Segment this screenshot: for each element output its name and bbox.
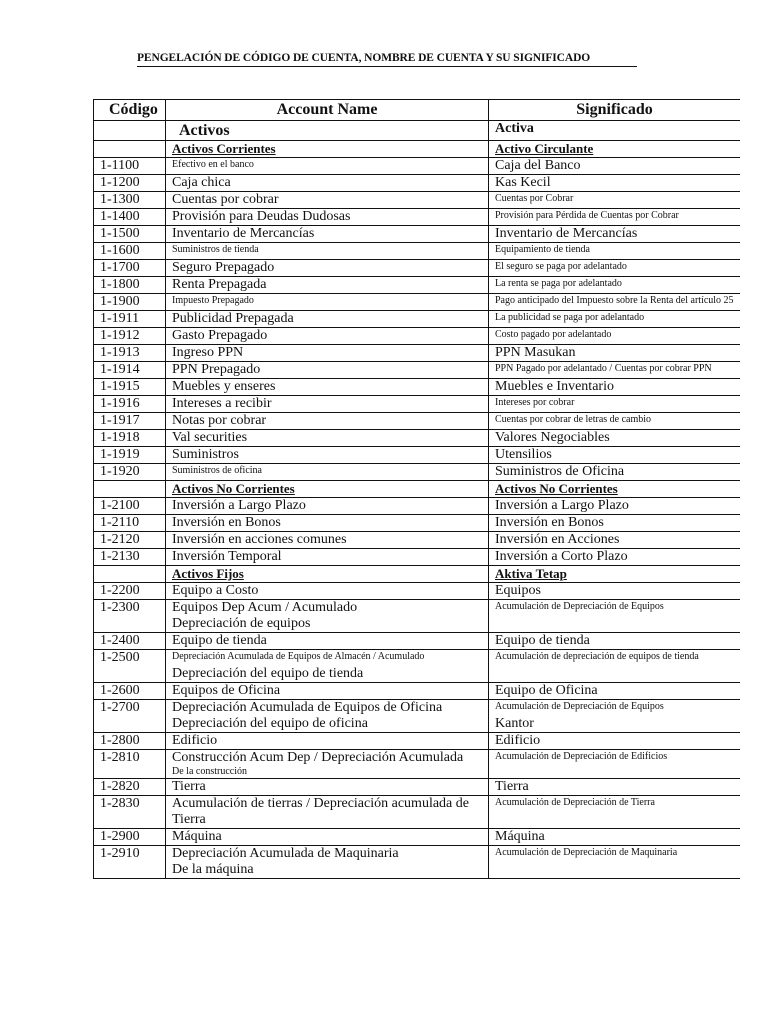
- cell-code: 1-1913: [94, 345, 166, 362]
- account-name-line2: Tierra: [172, 812, 206, 827]
- table-row: [94, 583, 741, 600]
- cell-code: 1-1200: [94, 175, 166, 192]
- cell-meaning: Pago anticipado del Impuesto sobre la Renta del artículo 25: [489, 294, 741, 311]
- cell-account-name: Renta Prepagada: [166, 277, 489, 294]
- cell-meaning: Acumulación de Depreciación de Equipos: [489, 600, 741, 633]
- cell-account-name: Activos No Corrientes: [166, 481, 489, 498]
- cell-meaning: Valores Negociables: [489, 430, 741, 447]
- table-row: [94, 158, 741, 175]
- cell-account-name: Notas por cobrar: [166, 413, 489, 430]
- cell-account-name: [166, 600, 489, 633]
- cell-account-name: Provisión para Deudas Dudosas: [166, 209, 489, 226]
- column-header-meaning: Significado: [489, 100, 741, 121]
- cell-meaning: Edificio: [489, 733, 741, 750]
- cell-code: 1-1915: [94, 379, 166, 396]
- table-row: [94, 277, 741, 294]
- table-row: [94, 141, 741, 158]
- cell-account-name: Publicidad Prepagada: [166, 311, 489, 328]
- cell-account-name: [166, 700, 489, 733]
- cell-meaning: Provisión para Pérdida de Cuentas por Cobrar: [489, 209, 741, 226]
- table-row: [94, 498, 741, 515]
- cell-account-name: Intereses a recibir: [166, 396, 489, 413]
- cell-meaning: La publicidad se paga por adelantado: [489, 311, 741, 328]
- cell-code: 1-2500: [94, 650, 166, 683]
- cell-account-name: Suministros de oficina: [166, 464, 489, 481]
- cell-code: 1-1800: [94, 277, 166, 294]
- cell-meaning: PPN Masukan: [489, 345, 741, 362]
- table-row: [94, 829, 741, 846]
- cell-account-name: [166, 750, 489, 779]
- table-row: [94, 600, 741, 633]
- cell-code: 1-1400: [94, 209, 166, 226]
- table-row: [94, 209, 741, 226]
- cell-meaning: Intereses por cobrar: [489, 396, 741, 413]
- cell-meaning: Cuentas por cobrar de letras de cambio: [489, 413, 741, 430]
- cell-account-name: Muebles y enseres: [166, 379, 489, 396]
- column-header-account-name: Account Name: [166, 100, 489, 121]
- table-row: [94, 549, 741, 566]
- table-row: [94, 175, 741, 192]
- meaning-line1: Acumulación de Depreciación de Equipos: [495, 701, 664, 712]
- table-row: [94, 779, 741, 796]
- account-name-line1: Equipos Dep Acum / Acumulado: [172, 600, 358, 615]
- account-name-line2: De la máquina: [172, 862, 254, 877]
- cell-meaning: PPN Pagado por adelantado / Cuentas por cobrar PPN: [489, 362, 741, 379]
- cell-account-name: Suministros: [166, 447, 489, 464]
- cell-code: 1-1917: [94, 413, 166, 430]
- cell-code: [94, 141, 166, 158]
- cell-meaning: Equipamiento de tienda: [489, 243, 741, 260]
- cell-meaning: Inversión a Corto Plazo: [489, 549, 741, 566]
- cell-code: 1-2400: [94, 633, 166, 650]
- cell-account-name: Activos Fijos: [166, 566, 489, 583]
- table-row: [94, 796, 741, 829]
- table-row: [94, 700, 741, 733]
- account-name-line1: Depreciación Acumulada de Equipos de Oficina: [172, 700, 443, 715]
- cell-meaning: Equipo de Oficina: [489, 683, 741, 700]
- cell-account-name: Máquina: [166, 829, 489, 846]
- table-row: [94, 396, 741, 413]
- table-row: [94, 379, 741, 396]
- cell-account-name: [166, 650, 489, 683]
- cell-code: 1-2820: [94, 779, 166, 796]
- cell-code: 1-1100: [94, 158, 166, 175]
- cell-meaning: Acumulación de Depreciación de Tierra: [489, 796, 741, 829]
- cell-meaning: Acumulación de Depreciación de Edificios: [489, 750, 741, 779]
- table-row: [94, 260, 741, 277]
- table-row: [94, 566, 741, 583]
- cell-meaning: Inversión en Bonos: [489, 515, 741, 532]
- table-row: [94, 515, 741, 532]
- table-row: [94, 413, 741, 430]
- cell-code: 1-1500: [94, 226, 166, 243]
- cell-code: 1-1919: [94, 447, 166, 464]
- table-row: [94, 464, 741, 481]
- table-row: [94, 430, 741, 447]
- table-row: [94, 226, 741, 243]
- table-body: [94, 121, 741, 879]
- cell-meaning: Inversión a Largo Plazo: [489, 498, 741, 515]
- cell-account-name: Ingreso PPN: [166, 345, 489, 362]
- cell-meaning: Activo Circulante: [489, 141, 741, 158]
- cell-code: 1-1920: [94, 464, 166, 481]
- cell-code: 1-2800: [94, 733, 166, 750]
- account-name-line1: Depreciación Acumulada de Maquinaria: [172, 846, 399, 861]
- cell-account-name: PPN Prepagado: [166, 362, 489, 379]
- cell-meaning: Equipo de tienda: [489, 633, 741, 650]
- table-row: [94, 532, 741, 549]
- cell-account-name: Activos: [166, 121, 489, 141]
- meaning-line2: Kantor: [495, 716, 534, 731]
- account-name-line1: Construcción Acum Dep / Depreciación Acumulada: [172, 750, 464, 765]
- cell-meaning: Activos No Corrientes: [489, 481, 741, 498]
- cell-meaning: Tierra: [489, 779, 741, 796]
- cell-code: 1-2120: [94, 532, 166, 549]
- cell-code: 1-2200: [94, 583, 166, 600]
- table-row: [94, 683, 741, 700]
- cell-code: 1-1911: [94, 311, 166, 328]
- cell-code: 1-1300: [94, 192, 166, 209]
- table-row: [94, 633, 741, 650]
- cell-code: 1-1914: [94, 362, 166, 379]
- cell-meaning: Acumulación de Depreciación de Maquinaria: [489, 846, 741, 879]
- cell-code: 1-2810: [94, 750, 166, 779]
- cell-meaning: Inventario de Mercancías: [489, 226, 741, 243]
- cell-account-name: Gasto Prepagado: [166, 328, 489, 345]
- cell-meaning: Caja del Banco: [489, 158, 741, 175]
- table-row: [94, 650, 741, 683]
- cell-account-name: [166, 846, 489, 879]
- cell-meaning: Costo pagado por adelantado: [489, 328, 741, 345]
- cell-account-name: Activos Corrientes: [166, 141, 489, 158]
- cell-code: 1-2100: [94, 498, 166, 515]
- table-row: [94, 481, 741, 498]
- cell-account-name: Edificio: [166, 733, 489, 750]
- table-row: [94, 733, 741, 750]
- cell-meaning: Kas Kecil: [489, 175, 741, 192]
- table-row: [94, 345, 741, 362]
- cell-code: 1-1918: [94, 430, 166, 447]
- table-row: [94, 447, 741, 464]
- cell-code: 1-2300: [94, 600, 166, 633]
- table-row: [94, 192, 741, 209]
- cell-account-name: Inventario de Mercancías: [166, 226, 489, 243]
- column-header-code: Código: [94, 100, 166, 121]
- cell-code: 1-2700: [94, 700, 166, 733]
- page-title: PENGELACIÓN DE CÓDIGO DE CUENTA, NOMBRE DE CUENTA Y SU SIGNIFICADO: [137, 52, 637, 67]
- cell-code: 1-2900: [94, 829, 166, 846]
- table-row: [94, 362, 741, 379]
- account-name-line1: Acumulación de tierras / Depreciación acumulada de: [172, 796, 469, 811]
- cell-meaning: Muebles e Inventario: [489, 379, 741, 396]
- cell-code: 1-2110: [94, 515, 166, 532]
- cell-account-name: Inversión en Bonos: [166, 515, 489, 532]
- table-header-row: [94, 100, 741, 121]
- cell-code: 1-1700: [94, 260, 166, 277]
- table-row: [94, 311, 741, 328]
- cell-code: 1-1912: [94, 328, 166, 345]
- cell-code: [94, 481, 166, 498]
- cell-code: [94, 566, 166, 583]
- account-name-line2: Depreciación de equipos: [172, 616, 311, 631]
- cell-account-name: Equipos de Oficina: [166, 683, 489, 700]
- cell-account-name: Efectivo en el banco: [166, 158, 489, 175]
- cell-meaning: Máquina: [489, 829, 741, 846]
- cell-meaning: La renta se paga por adelantado: [489, 277, 741, 294]
- cell-account-name: [166, 796, 489, 829]
- cell-meaning: Cuentas por Cobrar: [489, 192, 741, 209]
- cell-account-name: Caja chica: [166, 175, 489, 192]
- cell-account-name: Inversión a Largo Plazo: [166, 498, 489, 515]
- cell-code: 1-2910: [94, 846, 166, 879]
- cell-meaning: Inversión en Acciones: [489, 532, 741, 549]
- account-name-line2: Depreciación del equipo de tienda: [172, 666, 364, 681]
- table-row: [94, 846, 741, 879]
- cell-account-name: Inversión en acciones comunes: [166, 532, 489, 549]
- table-row: [94, 243, 741, 260]
- cell-meaning: Aktiva Tetap: [489, 566, 741, 583]
- table-row: [94, 750, 741, 779]
- table-row: [94, 328, 741, 345]
- table-row: [94, 294, 741, 311]
- cell-account-name: Val securities: [166, 430, 489, 447]
- cell-meaning: [489, 700, 741, 733]
- account-name-line2: De la construcción: [172, 766, 247, 777]
- cell-account-name: Suministros de tienda: [166, 243, 489, 260]
- cell-account-name: Inversión Temporal: [166, 549, 489, 566]
- cell-meaning: Utensilios: [489, 447, 741, 464]
- cell-code: 1-1900: [94, 294, 166, 311]
- account-table: [93, 99, 740, 879]
- cell-meaning: El seguro se paga por adelantado: [489, 260, 741, 277]
- cell-meaning: Equipos: [489, 583, 741, 600]
- cell-meaning: Acumulación de depreciación de equipos de tienda: [489, 650, 741, 683]
- cell-account-name: Impuesto Prepagado: [166, 294, 489, 311]
- cell-meaning: Activa: [489, 121, 741, 141]
- cell-code: [94, 121, 166, 141]
- cell-account-name: Equipo de tienda: [166, 633, 489, 650]
- cell-code: 1-2600: [94, 683, 166, 700]
- cell-code: 1-2130: [94, 549, 166, 566]
- cell-account-name: Equipo a Costo: [166, 583, 489, 600]
- account-name-line2: Depreciación del equipo de oficina: [172, 716, 368, 731]
- cell-meaning: Suministros de Oficina: [489, 464, 741, 481]
- cell-account-name: Seguro Prepagado: [166, 260, 489, 277]
- account-table-container: [93, 99, 740, 879]
- account-name-line1: Depreciación Acumulada de Equipos de Almacén / Acumulado: [172, 651, 425, 662]
- cell-code: 1-2830: [94, 796, 166, 829]
- cell-code: 1-1600: [94, 243, 166, 260]
- cell-code: 1-1916: [94, 396, 166, 413]
- table-row: [94, 121, 741, 141]
- cell-account-name: Cuentas por cobrar: [166, 192, 489, 209]
- cell-account-name: Tierra: [166, 779, 489, 796]
